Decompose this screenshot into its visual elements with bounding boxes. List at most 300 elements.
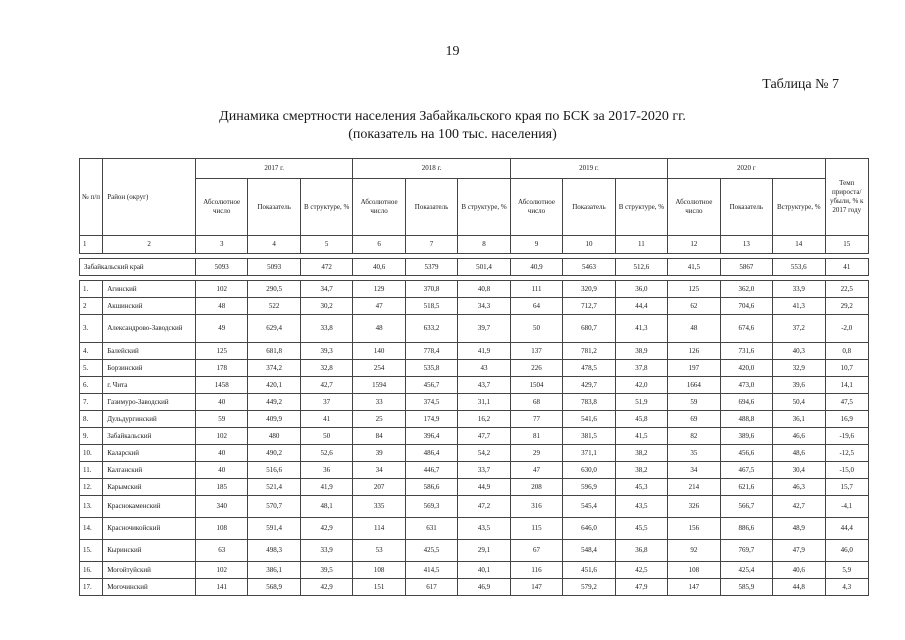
table-cell: 1458 <box>195 377 247 394</box>
table-cell: 140 <box>353 343 405 360</box>
header-str: Вструктуре, % <box>773 179 825 236</box>
table-cell: 208 <box>510 479 562 496</box>
table-cell: 34 <box>668 462 720 479</box>
table-cell: 47,9 <box>773 540 825 562</box>
table-cell: 38,2 <box>615 445 667 462</box>
table-cell: 33 <box>353 394 405 411</box>
table-cell: 39,6 <box>773 377 825 394</box>
table-cell: 40,9 <box>510 259 562 276</box>
table-cell: 420,1 <box>248 377 300 394</box>
table-row <box>80 496 869 518</box>
table-cell: 585,9 <box>720 579 772 596</box>
table-cell: 59 <box>668 394 720 411</box>
table-cell: 82 <box>668 428 720 445</box>
table-cell: 125 <box>195 343 247 360</box>
table-cell: 40 <box>195 462 247 479</box>
table-cell: 39 <box>353 445 405 462</box>
table-cell: 68 <box>510 394 562 411</box>
table-cell: 41 <box>825 259 868 276</box>
table-cell: 125 <box>668 281 720 298</box>
header-abs: Абсолютное число <box>668 179 720 236</box>
column-numbers-row <box>80 236 869 254</box>
table-cell: 473,0 <box>720 377 772 394</box>
table-row <box>80 377 869 394</box>
column-number: 6 <box>353 236 405 254</box>
region-name-cell: Агинский <box>103 281 196 298</box>
table-cell: 5093 <box>195 259 247 276</box>
mortality-table <box>79 158 869 596</box>
table-cell: 47,5 <box>825 394 868 411</box>
table-cell: 147 <box>668 579 720 596</box>
table-cell: 486,4 <box>405 445 457 462</box>
table-cell: 712,7 <box>563 298 615 315</box>
table-cell: 591,4 <box>248 518 300 540</box>
table-cell: 115 <box>510 518 562 540</box>
region-name-cell: Акшинский <box>103 298 196 315</box>
column-number: 2 <box>103 236 196 254</box>
table-cell: 47 <box>353 298 405 315</box>
table-cell: 37,8 <box>615 360 667 377</box>
table-cell: 48,9 <box>773 518 825 540</box>
table-cell: 704,6 <box>720 298 772 315</box>
table-cell: 362,0 <box>720 281 772 298</box>
table-cell: 35 <box>668 445 720 462</box>
table-cell: 81 <box>510 428 562 445</box>
column-number: 7 <box>405 236 457 254</box>
table-row <box>80 445 869 462</box>
table-cell: 37 <box>300 394 352 411</box>
header-year-2018: 2018 г. <box>353 159 510 179</box>
table-row <box>80 428 869 445</box>
row-number-cell: 3. <box>80 315 103 343</box>
table-cell: 1594 <box>353 377 405 394</box>
table-cell: 62 <box>668 298 720 315</box>
table-cell: 30,2 <box>300 298 352 315</box>
table-cell: 39,5 <box>300 562 352 579</box>
table-cell: 69 <box>668 411 720 428</box>
table-cell: 44,9 <box>458 479 510 496</box>
region-name-cell: Карымский <box>103 479 196 496</box>
header-abs: Абсолютное число <box>353 179 405 236</box>
table-cell: 425,5 <box>405 540 457 562</box>
table-cell: 50 <box>510 315 562 343</box>
row-number-cell: 1. <box>80 281 103 298</box>
header-abs: Абсолютное число <box>510 179 562 236</box>
table-cell: 147 <box>510 579 562 596</box>
region-name-cell: Каларский <box>103 445 196 462</box>
header-region: Район (округ) <box>103 159 196 236</box>
table-cell: 51,9 <box>615 394 667 411</box>
row-number-cell: 2 <box>80 298 103 315</box>
table-row <box>80 394 869 411</box>
table-cell: 320,9 <box>563 281 615 298</box>
table-cell: 31,1 <box>458 394 510 411</box>
table-cell: -2,0 <box>825 315 868 343</box>
table-cell: 381,5 <box>563 428 615 445</box>
row-number-cell: 7. <box>80 394 103 411</box>
table-cell: 44,4 <box>825 518 868 540</box>
table-cell: 374,2 <box>248 360 300 377</box>
column-number: 4 <box>248 236 300 254</box>
table-cell: 451,6 <box>563 562 615 579</box>
table-cell: 570,7 <box>248 496 300 518</box>
row-number-cell: 15. <box>80 540 103 562</box>
row-number-cell: 5. <box>80 360 103 377</box>
header-ind: Показатель <box>248 179 300 236</box>
table-cell: 33,7 <box>458 462 510 479</box>
table-row <box>80 562 869 579</box>
table-cell: 102 <box>195 428 247 445</box>
column-number: 3 <box>195 236 247 254</box>
table-row <box>80 411 869 428</box>
row-number-cell: 14. <box>80 518 103 540</box>
header-year-2019: 2019 г. <box>510 159 667 179</box>
table-cell: 39,7 <box>458 315 510 343</box>
table-cell: 569,3 <box>405 496 457 518</box>
table-cell: 488,8 <box>720 411 772 428</box>
table-cell: 731,6 <box>720 343 772 360</box>
table-cell: 137 <box>510 343 562 360</box>
table-cell: 41,3 <box>773 298 825 315</box>
table-cell: 64 <box>510 298 562 315</box>
table-row <box>80 281 869 298</box>
table-cell: 4,3 <box>825 579 868 596</box>
header-str: В структуре, % <box>300 179 352 236</box>
table-cell: -4,1 <box>825 496 868 518</box>
table-cell: 111 <box>510 281 562 298</box>
row-number-cell: 8. <box>80 411 103 428</box>
table-cell: 42,7 <box>300 377 352 394</box>
table-cell: 501,4 <box>458 259 510 276</box>
table-cell: 633,2 <box>405 315 457 343</box>
table-cell: 42,9 <box>300 518 352 540</box>
row-number-cell: 16. <box>80 562 103 579</box>
title-line-2: (показатель на 100 тыс. населения) <box>348 127 557 142</box>
table-cell: 5093 <box>248 259 300 276</box>
table-cell: 141 <box>195 579 247 596</box>
header-str: В структуре, % <box>458 179 510 236</box>
table-cell: 29,2 <box>825 298 868 315</box>
table-cell: 1504 <box>510 377 562 394</box>
table-cell: 630,0 <box>563 462 615 479</box>
table-cell: 521,4 <box>248 479 300 496</box>
table-cell: 629,4 <box>248 315 300 343</box>
table-cell: 108 <box>668 562 720 579</box>
table-cell: 512,6 <box>615 259 667 276</box>
region-name-cell: Газимуро-Заводский <box>103 394 196 411</box>
table-cell: -19,6 <box>825 428 868 445</box>
table-cell: 646,0 <box>563 518 615 540</box>
table-cell: 46,6 <box>773 428 825 445</box>
table-cell: 617 <box>405 579 457 596</box>
table-cell: 586,6 <box>405 479 457 496</box>
table-cell: 335 <box>353 496 405 518</box>
region-name-cell: Забайкальский <box>103 428 196 445</box>
table-header <box>80 159 869 254</box>
table-cell: 33,9 <box>773 281 825 298</box>
table-cell: 566,7 <box>720 496 772 518</box>
region-name-cell: Александрово-Заводский <box>103 315 196 343</box>
table-cell: 36,8 <box>615 540 667 562</box>
table-cell: 778,4 <box>405 343 457 360</box>
table-cell: 226 <box>510 360 562 377</box>
table-cell: 178 <box>195 360 247 377</box>
table-cell: 254 <box>353 360 405 377</box>
total-row <box>80 259 869 276</box>
table-cell: 316 <box>510 496 562 518</box>
table-cell: 77 <box>510 411 562 428</box>
table-cell: 41,9 <box>300 479 352 496</box>
table-cell: 43,5 <box>615 496 667 518</box>
table-cell: 449,2 <box>248 394 300 411</box>
table-cell: 48 <box>195 298 247 315</box>
table-cell: 326 <box>668 496 720 518</box>
table-cell: 25 <box>353 411 405 428</box>
table-cell: 36,1 <box>773 411 825 428</box>
table-row <box>80 518 869 540</box>
page-number: 19 <box>445 44 460 59</box>
column-number: 11 <box>615 236 667 254</box>
table-cell: 41,3 <box>615 315 667 343</box>
header-num: № п/п <box>80 159 103 236</box>
table-cell: 197 <box>668 360 720 377</box>
table-cell: 129 <box>353 281 405 298</box>
table-cell: 456,6 <box>720 445 772 462</box>
table-cell: 340 <box>195 496 247 518</box>
table-cell: 38,2 <box>615 462 667 479</box>
table-cell: 54,2 <box>458 445 510 462</box>
table-cell: 34 <box>353 462 405 479</box>
table-cell: 32,9 <box>773 360 825 377</box>
table-cell: 446,7 <box>405 462 457 479</box>
table-cell: 389,6 <box>720 428 772 445</box>
table-cell: 371,1 <box>563 445 615 462</box>
column-number: 12 <box>668 236 720 254</box>
table-cell: 429,7 <box>563 377 615 394</box>
table-cell: 41,5 <box>615 428 667 445</box>
table-cell: 541,6 <box>563 411 615 428</box>
table-cell: 5379 <box>405 259 457 276</box>
table-cell: 214 <box>668 479 720 496</box>
table-cell: 631 <box>405 518 457 540</box>
row-number-cell: 4. <box>80 343 103 360</box>
table-cell: 34,7 <box>300 281 352 298</box>
header-ind: Показатель <box>720 179 772 236</box>
table-cell: 49 <box>195 315 247 343</box>
table-cell: 41,9 <box>458 343 510 360</box>
table-cell: 414,5 <box>405 562 457 579</box>
table-row <box>80 579 869 596</box>
table-cell: 456,7 <box>405 377 457 394</box>
table-cell: 174,9 <box>405 411 457 428</box>
table-cell: 548,4 <box>563 540 615 562</box>
column-number: 13 <box>720 236 772 254</box>
table-cell: 490,2 <box>248 445 300 462</box>
table-cell: 374,5 <box>405 394 457 411</box>
table-cell: 522 <box>248 298 300 315</box>
table-cell: -12,5 <box>825 445 868 462</box>
table-cell: 425,4 <box>720 562 772 579</box>
table-cell: 674,6 <box>720 315 772 343</box>
table-cell: 41 <box>300 411 352 428</box>
table-row <box>80 479 869 496</box>
table-cell: 467,5 <box>720 462 772 479</box>
table-cell: 420,0 <box>720 360 772 377</box>
table-cell: 102 <box>195 281 247 298</box>
table-cell: 114 <box>353 518 405 540</box>
table-label: Таблица № 7 <box>762 77 839 92</box>
table-cell: 42,7 <box>773 496 825 518</box>
table-cell: 42,0 <box>615 377 667 394</box>
header-growth: Темп прироста/ убыли, % к 2017 году <box>825 159 868 236</box>
table-cell: 48,6 <box>773 445 825 462</box>
table-body <box>80 254 869 596</box>
table-cell: 15,7 <box>825 479 868 496</box>
table-cell: 40 <box>195 445 247 462</box>
table-cell: 370,8 <box>405 281 457 298</box>
table-row <box>80 343 869 360</box>
table-row <box>80 540 869 562</box>
table-cell: 59 <box>195 411 247 428</box>
table-row <box>80 462 869 479</box>
table-cell: 108 <box>353 562 405 579</box>
table-row <box>80 315 869 343</box>
table-cell: 30,4 <box>773 462 825 479</box>
table-cell: 67 <box>510 540 562 562</box>
table-cell: 40,1 <box>458 562 510 579</box>
table-cell: 694,6 <box>720 394 772 411</box>
table-cell: 45,3 <box>615 479 667 496</box>
table-cell: 46,9 <box>458 579 510 596</box>
table-cell: 498,3 <box>248 540 300 562</box>
table-cell: 480 <box>248 428 300 445</box>
header-ind: Показатель <box>405 179 457 236</box>
table-cell: 33,9 <box>300 540 352 562</box>
row-number-cell: 10. <box>80 445 103 462</box>
table-cell: 47,7 <box>458 428 510 445</box>
document-title <box>0 108 905 144</box>
table-cell: 16,2 <box>458 411 510 428</box>
header-year-2017: 2017 г. <box>195 159 352 179</box>
table-cell: 0,8 <box>825 343 868 360</box>
table-cell: 44,8 <box>773 579 825 596</box>
table-cell: 596,9 <box>563 479 615 496</box>
table-cell: 22,5 <box>825 281 868 298</box>
row-number-cell: 11. <box>80 462 103 479</box>
table-row <box>80 360 869 377</box>
table-cell: 680,7 <box>563 315 615 343</box>
table-cell: 681,8 <box>248 343 300 360</box>
table-cell: 63 <box>195 540 247 562</box>
table-cell: 518,5 <box>405 298 457 315</box>
table-cell: 545,4 <box>563 496 615 518</box>
column-number: 15 <box>825 236 868 254</box>
table-cell: 39,3 <box>300 343 352 360</box>
header-str: В структуре, % <box>615 179 667 236</box>
region-name-cell: Борзинский <box>103 360 196 377</box>
table-cell: 45,5 <box>615 518 667 540</box>
table-cell: 579,2 <box>563 579 615 596</box>
table-cell: 5,9 <box>825 562 868 579</box>
table-cell: 37,2 <box>773 315 825 343</box>
table-cell: 48 <box>668 315 720 343</box>
table-cell: 621,6 <box>720 479 772 496</box>
table-cell: 783,8 <box>563 394 615 411</box>
table-cell: 10,7 <box>825 360 868 377</box>
table-cell: 116 <box>510 562 562 579</box>
row-number-cell: 6. <box>80 377 103 394</box>
table-cell: 48,1 <box>300 496 352 518</box>
table-cell: 207 <box>353 479 405 496</box>
table-cell: 53 <box>353 540 405 562</box>
row-number-cell: 9. <box>80 428 103 445</box>
table-cell: 478,5 <box>563 360 615 377</box>
table-cell: 568,9 <box>248 579 300 596</box>
table-cell: 52,6 <box>300 445 352 462</box>
table-cell: 29,1 <box>458 540 510 562</box>
table-cell: 36,0 <box>615 281 667 298</box>
column-number: 9 <box>510 236 562 254</box>
table-cell: 41,5 <box>668 259 720 276</box>
column-number: 5 <box>300 236 352 254</box>
table-cell: 126 <box>668 343 720 360</box>
table-cell: 43,5 <box>458 518 510 540</box>
table-cell: 45,8 <box>615 411 667 428</box>
table-cell: 50 <box>300 428 352 445</box>
table-cell: 47,2 <box>458 496 510 518</box>
table-cell: 32,8 <box>300 360 352 377</box>
table-cell: -15,0 <box>825 462 868 479</box>
title-line-1: Динамика смертности населения Забайкальского края по БСК за 2017-2020 гг. <box>219 109 686 124</box>
table-cell: 33,8 <box>300 315 352 343</box>
table-cell: 40 <box>195 394 247 411</box>
header-ind: Показатель <box>563 179 615 236</box>
table-cell: 16,9 <box>825 411 868 428</box>
table-cell: 185 <box>195 479 247 496</box>
header-abs: Абсолютное число <box>195 179 247 236</box>
table-cell: 108 <box>195 518 247 540</box>
table-cell: 553,6 <box>773 259 825 276</box>
table-cell: 44,4 <box>615 298 667 315</box>
table-cell: 781,2 <box>563 343 615 360</box>
table-cell: 156 <box>668 518 720 540</box>
row-number-cell: 13. <box>80 496 103 518</box>
total-region-cell: Забайкальский край <box>80 259 196 276</box>
table-cell: 46,0 <box>825 540 868 562</box>
table-cell: 50,4 <box>773 394 825 411</box>
region-name-cell: Краснокаменский <box>103 496 196 518</box>
table-cell: 290,5 <box>248 281 300 298</box>
table-cell: 1664 <box>668 377 720 394</box>
table-cell: 36 <box>300 462 352 479</box>
table-cell: 386,1 <box>248 562 300 579</box>
table-cell: 84 <box>353 428 405 445</box>
region-name-cell: Калганский <box>103 462 196 479</box>
table-cell: 396,4 <box>405 428 457 445</box>
table-cell: 769,7 <box>720 540 772 562</box>
table-cell: 46,3 <box>773 479 825 496</box>
table-cell: 92 <box>668 540 720 562</box>
table-cell: 151 <box>353 579 405 596</box>
row-number-cell: 17. <box>80 579 103 596</box>
table-cell: 47,9 <box>615 579 667 596</box>
region-name-cell: г. Чита <box>103 377 196 394</box>
table-cell: 5867 <box>720 259 772 276</box>
region-name-cell: Дульдургинский <box>103 411 196 428</box>
row-number-cell: 12. <box>80 479 103 496</box>
table-cell: 42,5 <box>615 562 667 579</box>
header-year-2020: 2020 г <box>668 159 825 179</box>
